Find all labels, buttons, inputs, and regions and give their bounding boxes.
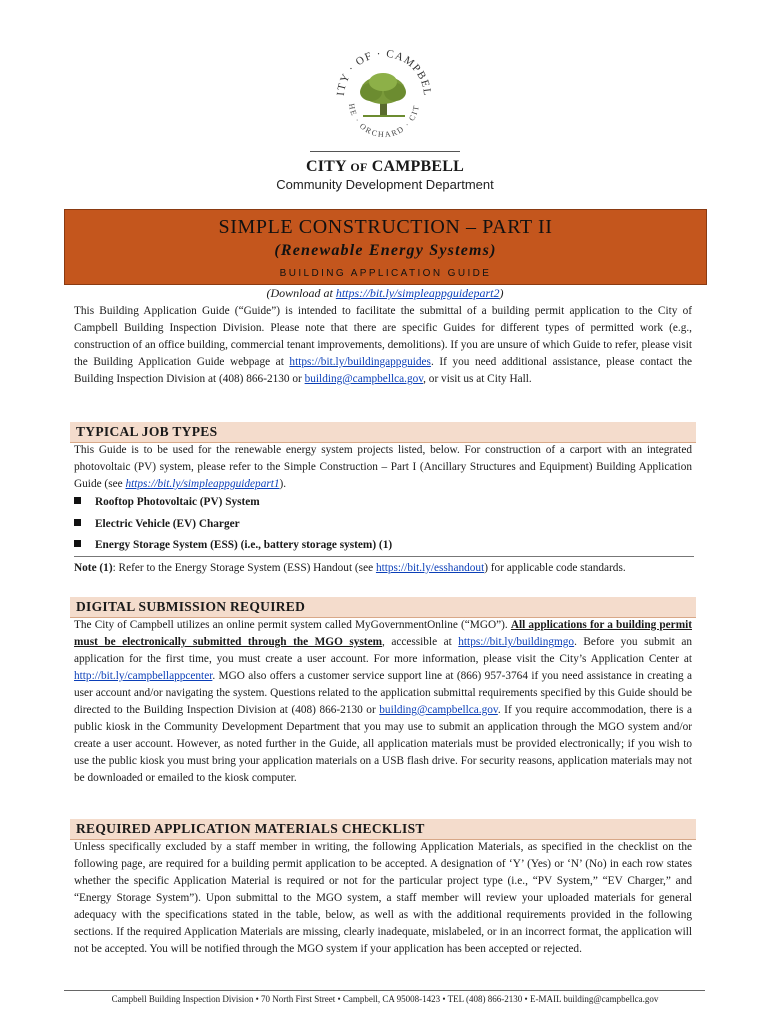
download-line: (Download at https://bit.ly/simpleappguidepart2)	[266, 286, 504, 300]
bullet-square-icon	[74, 519, 81, 526]
required-materials-paragraph: Unless specifically excluded by a staff member in writing, the following Application Materials, as specified in the checklist on the following page, are required for a building permit application to be accepted. A designation of ‘Y’ (Yes) or ‘N’ (No) in each row states whether the specific Application Material is required or not for the particular project type (i.e., “PV System,” “EV Charger,” and “Energy Storage System”). Upon submittal to the MGO system, a staff member will review your uploaded materials for general adequacy with the specifications stated in the table, below, as well as with the additional requirements provided in the following sections. If the required Application Materials are missing, clearly inadequate, mislabeled, or in an incorrect format, the application will not be accepted. You will be notified through the MGO system if your application has been accepted or rejected.	[74, 841, 692, 955]
document-title: SIMPLE CONSTRUCTION – PART II	[218, 216, 553, 238]
seal-top-lettering: ITY · OF · CAMPBEL	[334, 47, 434, 97]
city-seal-logo	[327, 40, 441, 154]
typical-job-types-paragraph: This Guide is to be used for the renewable energy system projects listed, below. For construction of a carport with an integrated photovoltaic (PV) system, please refer to the Simple Construction – Part I (Ancillary Structures and Equipment) Building Application Guide (see https://bit.ly/simpleappguidepart1).	[74, 444, 692, 490]
footnote: Note (1): Refer to the Energy Storage System (ESS) Handout (see https://bit.ly/esshandout) for applicable code standards.	[74, 562, 626, 574]
section-header-required-materials: REQUIRED APPLICATION MATERIALS CHECKLIST	[70, 819, 696, 840]
email-link[interactable]: building@campbellca.gov	[304, 373, 424, 385]
document-subtitle: (Renewable Energy Systems)	[274, 242, 497, 259]
title-banner	[64, 209, 707, 285]
intro-paragraph: This Building Application Guide (“Guide”) is intended to facilitate the submittal of a building permit application to the City of Campbell Building Inspection Division. Please note that there are specific Guides for different types of permitted work (e.g., construction of an office building, commercial tenant improvements, demolitions). If you are unsure of which Guide to refer, please visit the Building Application Guide webpage at https://bit.ly/buildingappguides. If you need additional assistance, please contact the Building Inspection Division at (408) 866-2130 or building@campbellca.gov, or visit us at City Hall.	[74, 305, 692, 385]
mgo-link[interactable]: https://bit.ly/buildingmgo	[458, 636, 575, 648]
section-header-digital-submission: DIGITAL SUBMISSION REQUIRED	[70, 597, 696, 618]
tree-icon	[360, 73, 406, 117]
footer-divider	[64, 990, 705, 991]
seal-bottom-lettering: HE · ORCHARD · CIT	[346, 102, 422, 140]
department-name: Community Development Department	[276, 177, 494, 192]
guide-label: BUILDING APPLICATION GUIDE	[279, 268, 492, 279]
list-item: Electric Vehicle (EV) Charger	[74, 518, 240, 530]
list-item: Energy Storage System (ESS) (i.e., battery storage system) (1)	[74, 539, 392, 551]
bullet-square-icon	[74, 540, 81, 547]
digital-submission-paragraph: The City of Campbell utilizes an online permit system called MyGovernmentOnline (“MGO”). All applications for a building permit must be electronically submitted through the MGO system, accessible at https://bit.ly/buildingmgo. Before you submit an application for the first time, you must create a user account. For more information, please visit the City’s Application Center at http://bit.ly/campbellappcenter. MGO also offers a customer service support line at (866) 957-3764 if you need assistance in creating a user account and/or navigating the system. Questions related to the application submittal requirements specified by this Guide should be directed to the Building Inspection Division at (408) 866-2130 or building@campbellca.gov. If you require accommodation, there is a public kiosk in the Community Development Department that you may use to submit an application through the MGO system and/or create a user account. However, as noted further in the Guide, all application materials must be provided electronically; if you wish to use the public kiosk you must bring your application materials on a USB flash drive. For security reasons, application materials may not be downloaded or emailed to the kiosk computer.	[74, 619, 693, 784]
bullet-square-icon	[74, 497, 81, 504]
note-divider	[74, 556, 694, 557]
ess-handout-link[interactable]: https://bit.ly/esshandout	[375, 562, 485, 574]
app-center-link[interactable]: http://bit.ly/campbellappcenter	[74, 670, 213, 682]
section-header-typical-job-types: TYPICAL JOB TYPES	[70, 422, 696, 443]
guides-webpage-link[interactable]: https://bit.ly/buildingappguides	[289, 356, 431, 368]
part1-guide-link[interactable]: https://bit.ly/simpleappguidepart1	[125, 478, 280, 490]
list-item: Rooftop Photovoltaic (PV) System	[74, 496, 260, 508]
download-link[interactable]: https://bit.ly/simpleappguidepart2	[335, 286, 500, 300]
email-link[interactable]: building@campbellca.gov	[379, 704, 498, 716]
page-footer: Campbell Building Inspection Division • 70 North First Street • Campbell, CA 95008-1423 • TEL (408) 866-2130 • E-MAIL building@campbellca.gov	[111, 994, 659, 1004]
header-divider	[310, 151, 460, 152]
city-name: CITY OF CAMPBELL	[306, 158, 464, 175]
